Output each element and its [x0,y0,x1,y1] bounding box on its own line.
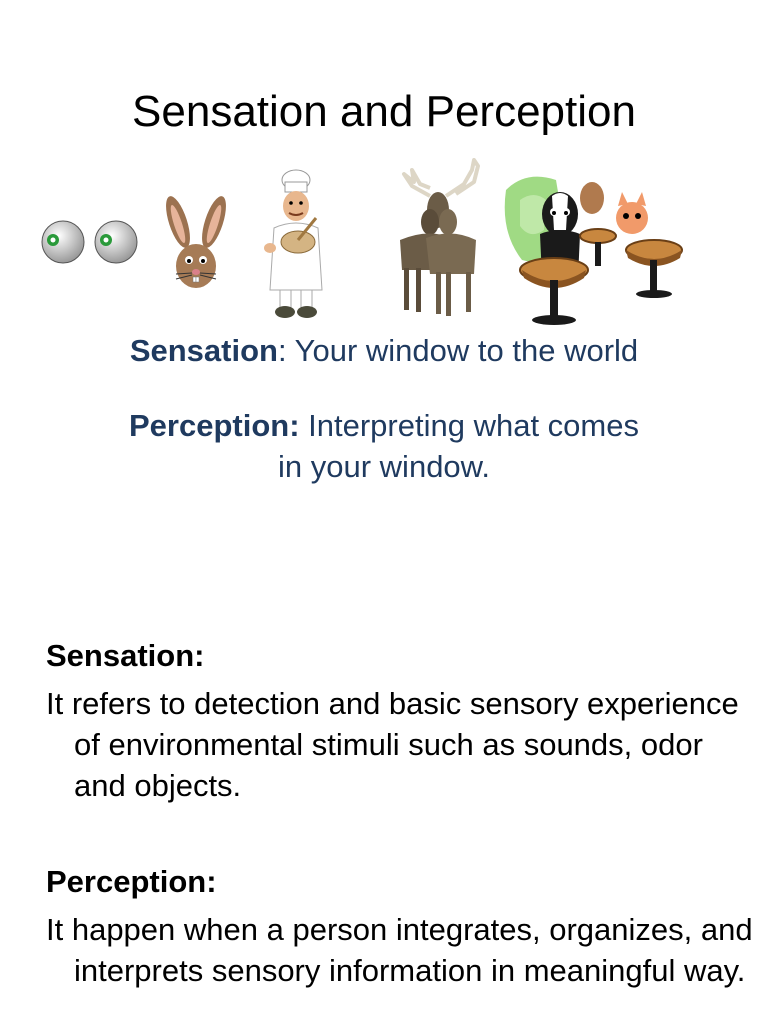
perception-term: Perception: [129,408,300,443]
perception-heading: Perception: [46,864,217,899]
students-at-desks-icon [500,170,690,330]
sensation-heading: Sensation: [46,638,205,673]
perception-definition-text-1: Interpreting what comes [299,408,639,443]
illustration-strip [0,150,768,330]
rabbit-icon [158,194,234,294]
perception-definition [0,405,768,487]
page-title: Sensation and Perception [132,87,636,136]
perception-body: It happen when a person integrates, organizes, and interprets sensory information in meaningful way. [46,912,753,988]
sensation-definition-text: : Your window to the world [277,333,639,368]
sensation-definition [0,330,768,371]
chef-icon [258,168,334,322]
perception-definition-text-2: in your window. [278,449,490,484]
sensation-term: Sensation [129,333,278,368]
sensation-body: It refers to detection and basic sensory experience of environmental stimuli such as sounds, odor and objects. [46,686,739,803]
eyes-icon [40,216,140,266]
moose-icon [390,158,486,318]
